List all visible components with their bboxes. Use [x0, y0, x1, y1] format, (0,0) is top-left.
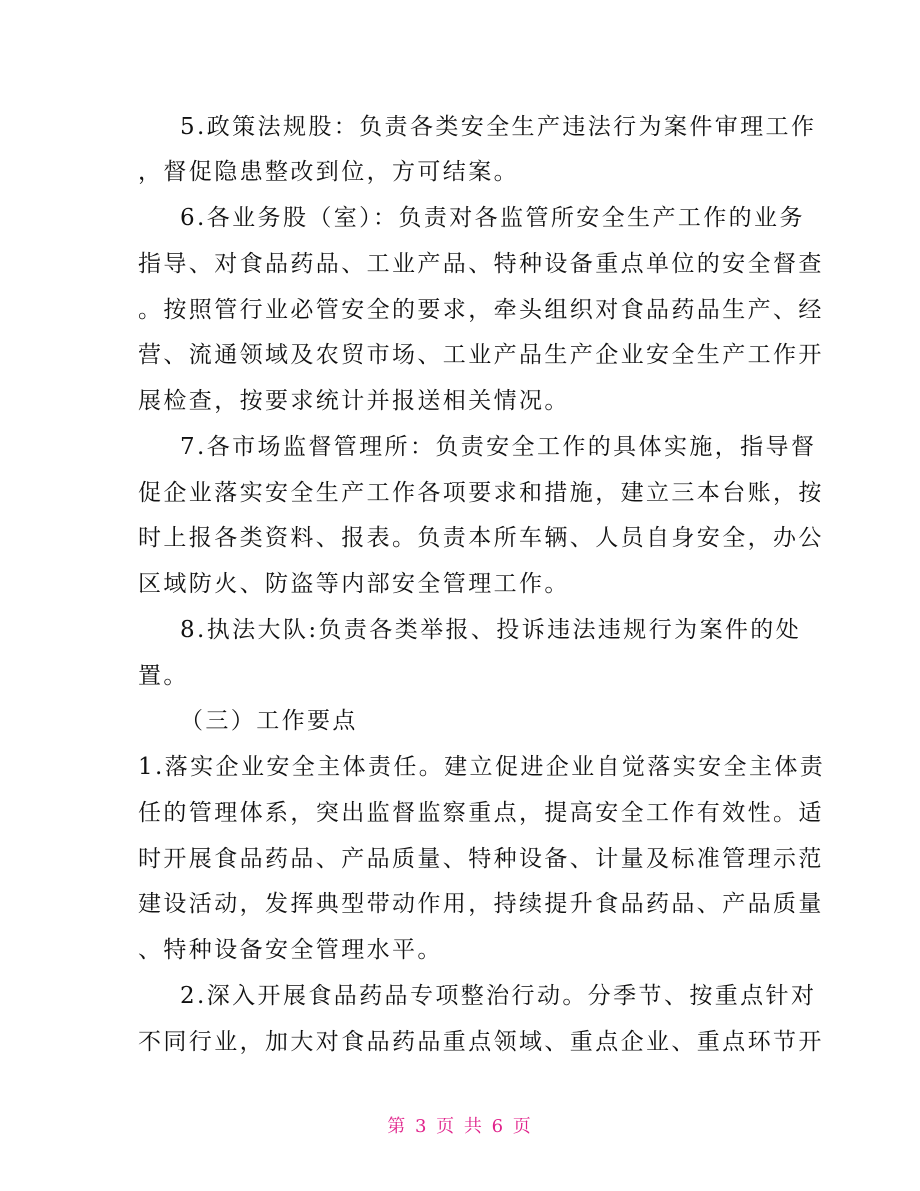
paragraph-7-line-3: 时上报各类资料、报表。负责本所车辆、人员自身安全，办公: [138, 525, 824, 551]
paragraph-7-line-4: 区域防火、防盗等内部安全管理工作。: [138, 571, 570, 597]
section-heading: （三）工作要点: [180, 708, 358, 734]
paragraph-6-line-3: 。按照管行业必管安全的要求，牵头组织对食品药品生产、经: [138, 297, 824, 323]
paragraph-6-line-5: 展检查，按要求统计并报送相关情况。: [138, 388, 570, 414]
paragraph-7-line-2: 促企业落实安全生产工作各项要求和措施，建立三本台账，按: [138, 480, 824, 506]
paragraph-8-line-2: 置。: [138, 663, 189, 689]
point-1-line-4: 建设活动，发挥典型带动作用，持续提升食品药品、产品质量: [138, 891, 824, 917]
paragraph-5-line-1: 5.政策法规股：负责各类安全生产违法行为案件审理工作: [180, 114, 817, 140]
point-1-line-5: 、特种设备安全管理水平。: [138, 937, 443, 963]
page-number-footer: 第 3 页 共 6 页: [387, 1116, 533, 1137]
paragraph-6-line-1: 6.各业务股（室）：负责对各监管所安全生产工作的业务: [180, 205, 805, 231]
paragraph-7-line-1: 7.各市场监督管理所：负责安全工作的具体实施，指导督: [180, 434, 817, 460]
point-1-line-1: 1.落实企业安全主体责任。建立促进企业自觉落实安全主体责: [138, 754, 826, 780]
point-2-line-1: 2.深入开展食品药品专项整治行动。分季节、按重点针对: [180, 983, 817, 1009]
paragraph-6-line-4: 营、流通领域及农贸市场、工业产品生产企业安全生产工作开: [138, 342, 824, 368]
point-2-line-2: 不同行业，加大对食品药品重点领域、重点企业、重点环节开: [138, 1029, 824, 1055]
paragraph-6-line-2: 指导、对食品药品、工业产品、特种设备重点单位的安全督查: [138, 251, 824, 277]
point-1-line-3: 时开展食品药品、产品质量、特种设备、计量及标准管理示范: [138, 846, 824, 872]
paragraph-8-line-1: 8.执法大队:负责各类举报、投诉违法违规行为案件的处: [180, 617, 802, 643]
point-1-line-2: 任的管理体系，突出监督监察重点，提高安全工作有效性。适: [138, 800, 824, 826]
paragraph-5-line-2: ，督促隐患整改到位，方可结案。: [138, 159, 519, 185]
